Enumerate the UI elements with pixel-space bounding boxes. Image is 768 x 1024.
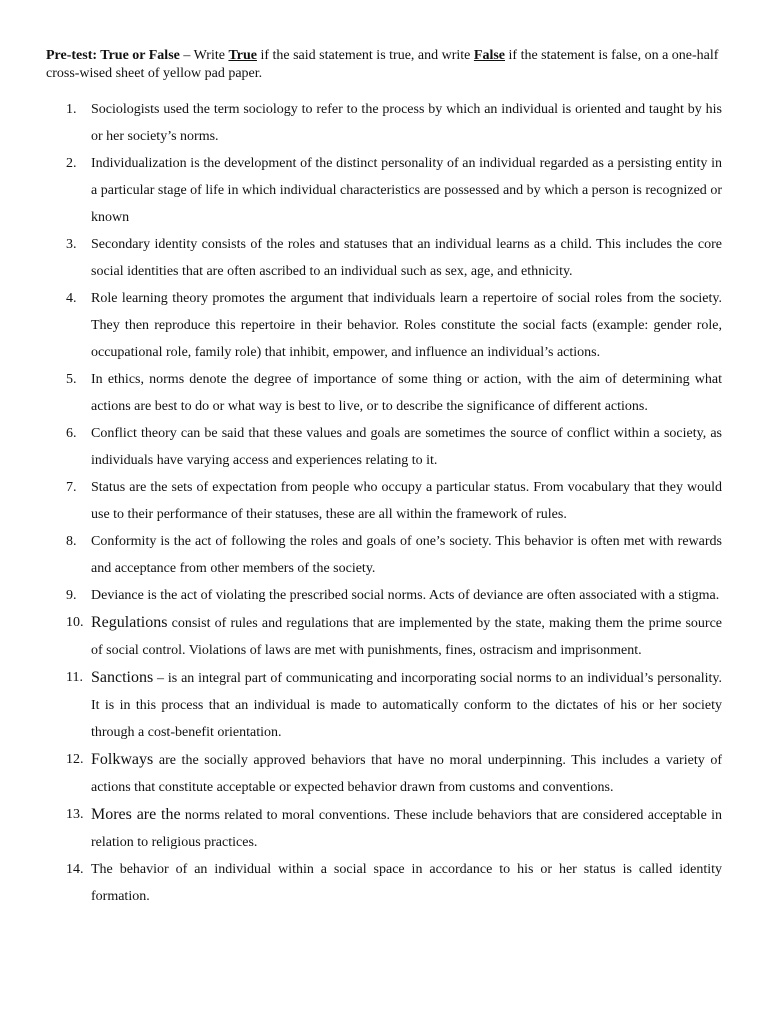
question-text: Status are the sets of expectation from people who occupy a particular status. From vocabulary that they would use to their performance of their statuses, these are all within the framework of rules. — [91, 480, 722, 522]
question-number: 10. — [66, 615, 84, 630]
question-text: norms related to moral conventions. These include behaviors that are considered acceptable in relation to religious practices. — [91, 808, 722, 850]
question-number: 8. — [66, 534, 77, 549]
question-number: 2. — [66, 156, 77, 171]
question-text: Deviance is the act of violating the prescribed social norms. Acts of deviance are often associated with a stigma. — [91, 588, 720, 603]
question-item — [0, 420, 722, 474]
question-term: Sanctions — [91, 669, 154, 686]
question-item — [0, 528, 722, 582]
instructions-mid: if the said statement is true, and write — [256, 48, 474, 63]
question-text: – is an integral part of communicating and incorporating social norms to an individual’s personality. It is in this process that an individual is made to automatically conform to the dictates of his or her society through a cost-benefit orientation. — [91, 671, 722, 740]
question-item — [0, 474, 722, 528]
question-item — [0, 285, 722, 366]
question-text: Role learning theory promotes the argument that individuals learn a repertoire of social roles from the society. They then reproduce this repertoire in their behavior. Roles constitute the social facts (example: gender role, occupational role, family role) that inhibit, empower, and influence an individual’s actions. — [91, 291, 722, 360]
question-item — [0, 856, 722, 910]
question-item — [0, 746, 722, 801]
question-text: Conformity is the act of following the roles and goals of one’s society. This behavior is often met with rewards and acceptance from other members of the society. — [91, 534, 722, 576]
true-keyword: True — [228, 48, 257, 63]
question-text: are the socially approved behaviors that have no moral underpinning. This includes a variety of actions that constitute acceptable or expected behavior drawn from customs and conventions. — [91, 753, 722, 795]
question-text: In ethics, norms denote the degree of importance of some thing or action, with the aim of determining what actions are best to do or what way is best to live, or to describe the significance of different actions. — [91, 372, 722, 414]
question-item — [0, 582, 722, 609]
question-text: Secondary identity consists of the roles and statuses that an individual learns as a child. This includes the core social identities that are often ascribed to an individual such as sex, age, and ethnicity. — [91, 237, 722, 279]
question-item — [0, 609, 722, 664]
question-number: 9. — [66, 588, 77, 603]
question-term: Folkways — [91, 751, 154, 768]
question-item — [0, 801, 722, 856]
question-text: consist of rules and regulations that are implemented by the state, making them the prime source of social control. Violations of laws are met with punishments, fines, ostracism and imprisonment. — [91, 616, 722, 658]
false-keyword: False — [473, 48, 506, 63]
question-text: Conflict theory can be said that these values and goals are sometimes the source of conflict within a society, as individuals have varying access and experiences relating to it. — [91, 426, 722, 468]
question-text: Individualization is the development of the distinct personality of an individual regarded as a persisting entity in a particular stage of life in which individual characteristics are possessed and by which a person is recognized or known — [91, 156, 722, 225]
question-item — [0, 231, 722, 285]
question-list — [0, 96, 768, 910]
question-item — [0, 664, 722, 746]
instructions-title: Pre-test: True or False — [46, 48, 180, 63]
question-number: 4. — [66, 291, 77, 306]
question-item — [0, 150, 722, 231]
question-number: 3. — [66, 237, 77, 252]
question-term: Regulations — [91, 614, 168, 631]
question-number: 7. — [66, 480, 77, 495]
question-number: 6. — [66, 426, 77, 441]
question-number: 12. — [66, 752, 84, 767]
instructions — [46, 47, 726, 83]
question-number: 11. — [66, 670, 83, 685]
question-number: 14. — [66, 862, 84, 877]
question-number: 13. — [66, 807, 84, 822]
question-item — [0, 366, 722, 420]
question-term: Mores are the — [91, 806, 181, 823]
question-text: Sociologists used the term sociology to refer to the process by which an individual is oriented and taught by his or her society’s norms. — [91, 102, 722, 144]
question-text: The behavior of an individual within a social space in accordance to his or her status is called identity formation. — [91, 862, 722, 904]
question-number: 1. — [66, 102, 77, 117]
instructions-dash: – Write — [179, 48, 229, 63]
instructions-tail: if the statement is false, on a one-half cross-wised sheet of yellow pad paper. — [46, 48, 719, 81]
question-item — [0, 96, 722, 150]
question-number: 5. — [66, 372, 77, 387]
